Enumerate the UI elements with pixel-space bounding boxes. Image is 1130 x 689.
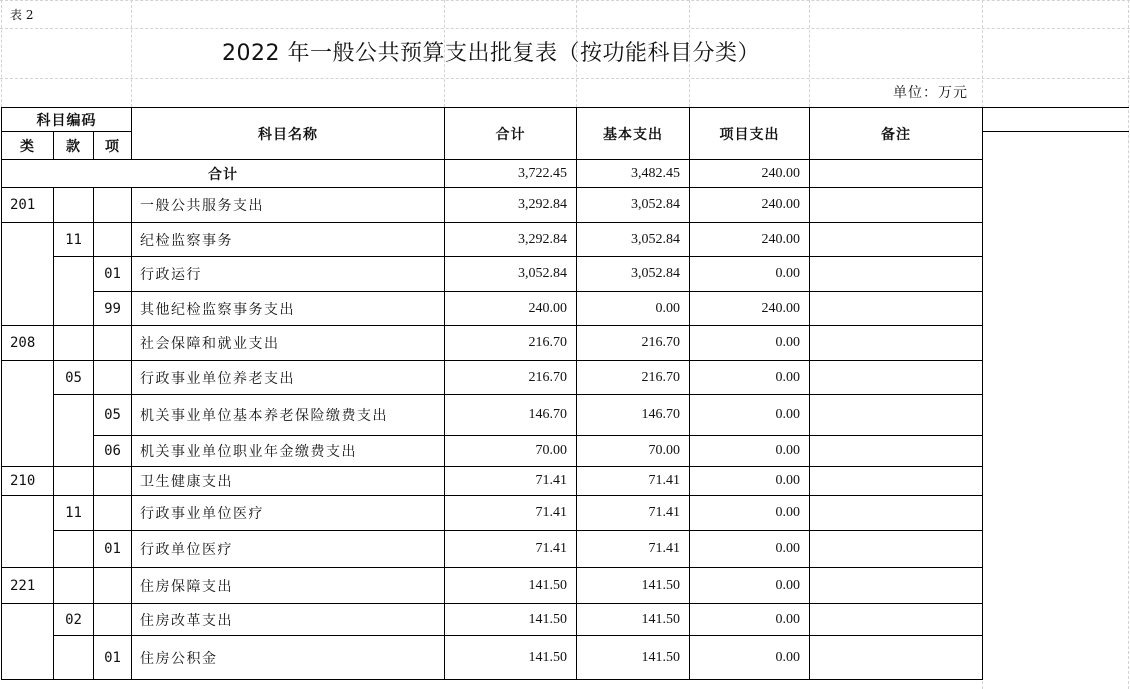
subject-name: 其他纪检监察事务支出 (132, 292, 445, 326)
code-xiang (94, 604, 132, 636)
amount-project: 0.00 (690, 257, 810, 292)
header-xiang: 项 (94, 132, 132, 160)
amount-total: 146.70 (445, 395, 577, 436)
table-row (2, 496, 983, 531)
amount-total: 3,292.84 (445, 188, 577, 223)
code-xiang (94, 188, 132, 223)
amount-project: 0.00 (690, 531, 810, 568)
table-row (2, 436, 983, 467)
remark-cell (810, 467, 983, 496)
table-row (2, 568, 983, 604)
code-lei-empty (2, 223, 54, 326)
code-xiang: 01 (94, 257, 132, 292)
header-basic: 基本支出 (577, 108, 690, 160)
amount-basic: 3,052.84 (577, 223, 690, 257)
sheet-note: 表 2 (10, 8, 34, 22)
amount-total: 216.70 (445, 361, 577, 395)
amount-project: 0.00 (690, 326, 810, 361)
header-lei: 类 (2, 132, 54, 160)
code-xiang (94, 326, 132, 361)
remark-cell (810, 223, 983, 257)
table-row (2, 531, 983, 568)
amount-project: 0.00 (690, 395, 810, 436)
amount-total: 71.41 (445, 531, 577, 568)
code-kuan (54, 326, 94, 361)
subject-name: 行政运行 (132, 257, 445, 292)
code-kuan-empty (54, 531, 94, 568)
amount-basic: 71.41 (577, 531, 690, 568)
amount-project: 240.00 (690, 292, 810, 326)
amount-basic: 71.41 (577, 467, 690, 496)
amount-project: 0.00 (690, 636, 810, 680)
remark-cell (810, 292, 983, 326)
code-kuan: 11 (54, 223, 94, 257)
amount-basic: 3,052.84 (577, 257, 690, 292)
code-kuan: 11 (54, 496, 94, 531)
remark-cell (810, 257, 983, 292)
amount-basic: 146.70 (577, 395, 690, 436)
subject-name: 一般公共服务支出 (132, 188, 445, 223)
remark-cell (810, 188, 983, 223)
code-kuan: 02 (54, 604, 94, 636)
subject-name: 纪检监察事务 (132, 223, 445, 257)
header-kuan: 款 (54, 132, 94, 160)
table-row (2, 223, 983, 257)
subject-name: 社会保障和就业支出 (132, 326, 445, 361)
table-row (2, 257, 983, 292)
code-kuan (54, 568, 94, 604)
amount-project: 0.00 (690, 467, 810, 496)
subject-name: 住房公积金 (132, 636, 445, 680)
amount-total: 71.41 (445, 496, 577, 531)
amount-basic: 216.70 (577, 361, 690, 395)
header-remark: 备注 (810, 108, 983, 160)
header-code-group: 科目编码 (2, 108, 132, 132)
code-lei: 221 (2, 568, 54, 604)
total-project: 240.00 (690, 160, 810, 188)
amount-total: 70.00 (445, 436, 577, 467)
subject-name: 住房改革支出 (132, 604, 445, 636)
extra-column-border (982, 107, 1129, 108)
remark-cell (810, 636, 983, 680)
remark-cell (810, 436, 983, 467)
code-xiang (94, 496, 132, 531)
amount-basic: 0.00 (577, 292, 690, 326)
amount-total: 240.00 (445, 292, 577, 326)
page-title: 2022 年一般公共预算支出批复表（按功能科目分类） (222, 41, 760, 66)
code-xiang (94, 361, 132, 395)
amount-basic: 141.50 (577, 568, 690, 604)
remark-cell (810, 604, 983, 636)
header-total: 合计 (445, 108, 577, 160)
code-xiang (94, 568, 132, 604)
total-row (2, 160, 983, 188)
code-lei-empty (2, 604, 54, 680)
code-kuan-empty (54, 636, 94, 680)
header-name: 科目名称 (132, 108, 445, 160)
table-row (2, 292, 983, 326)
code-lei-empty (2, 496, 54, 568)
budget-table (1, 107, 983, 680)
amount-project: 0.00 (690, 496, 810, 531)
amount-project: 0.00 (690, 361, 810, 395)
amount-total: 3,052.84 (445, 257, 577, 292)
subject-name: 行政事业单位养老支出 (132, 361, 445, 395)
table-row (2, 636, 983, 680)
code-xiang: 99 (94, 292, 132, 326)
subject-name: 机关事业单位基本养老保险缴费支出 (132, 395, 445, 436)
remark-cell (810, 395, 983, 436)
code-xiang: 01 (94, 636, 132, 680)
code-xiang: 06 (94, 436, 132, 467)
code-xiang: 01 (94, 531, 132, 568)
amount-project: 0.00 (690, 604, 810, 636)
remark-cell (810, 568, 983, 604)
amount-total: 216.70 (445, 326, 577, 361)
table-row (2, 188, 983, 223)
total-remark (810, 160, 983, 188)
amount-basic: 71.41 (577, 496, 690, 531)
total-label: 合计 (2, 160, 445, 188)
subject-name: 住房保障支出 (132, 568, 445, 604)
code-xiang: 05 (94, 395, 132, 436)
remark-cell (810, 531, 983, 568)
code-kuan: 05 (54, 361, 94, 395)
code-lei: 208 (2, 326, 54, 361)
code-kuan (54, 467, 94, 496)
code-xiang (94, 223, 132, 257)
amount-total: 141.50 (445, 604, 577, 636)
total-amount: 3,722.45 (445, 160, 577, 188)
amount-project: 240.00 (690, 188, 810, 223)
remark-cell (810, 326, 983, 361)
table-row (2, 395, 983, 436)
amount-project: 0.00 (690, 568, 810, 604)
subject-name: 机关事业单位职业年金缴费支出 (132, 436, 445, 467)
code-lei: 201 (2, 188, 54, 223)
header-row-1 (2, 108, 983, 132)
amount-basic: 3,052.84 (577, 188, 690, 223)
amount-basic: 70.00 (577, 436, 690, 467)
subject-name: 行政事业单位医疗 (132, 496, 445, 531)
amount-total: 141.50 (445, 568, 577, 604)
code-kuan-empty (54, 395, 94, 467)
table-row (2, 604, 983, 636)
amount-basic: 141.50 (577, 636, 690, 680)
table-row (2, 361, 983, 395)
code-kuan-empty (54, 257, 94, 326)
subject-name: 卫生健康支出 (132, 467, 445, 496)
extra-column-border (982, 131, 1129, 132)
header-project: 项目支出 (690, 108, 810, 160)
remark-cell (810, 361, 983, 395)
amount-total: 141.50 (445, 636, 577, 680)
subject-name: 行政单位医疗 (132, 531, 445, 568)
amount-total: 3,292.84 (445, 223, 577, 257)
code-xiang (94, 467, 132, 496)
amount-project: 240.00 (690, 223, 810, 257)
amount-project: 0.00 (690, 436, 810, 467)
amount-basic: 141.50 (577, 604, 690, 636)
code-lei: 210 (2, 467, 54, 496)
code-lei-empty (2, 361, 54, 467)
table-row (2, 467, 983, 496)
code-kuan (54, 188, 94, 223)
total-basic: 3,482.45 (577, 160, 690, 188)
unit-label: 单位：万元 (893, 85, 968, 101)
amount-basic: 216.70 (577, 326, 690, 361)
remark-cell (810, 496, 983, 531)
table-row (2, 326, 983, 361)
amount-total: 71.41 (445, 467, 577, 496)
